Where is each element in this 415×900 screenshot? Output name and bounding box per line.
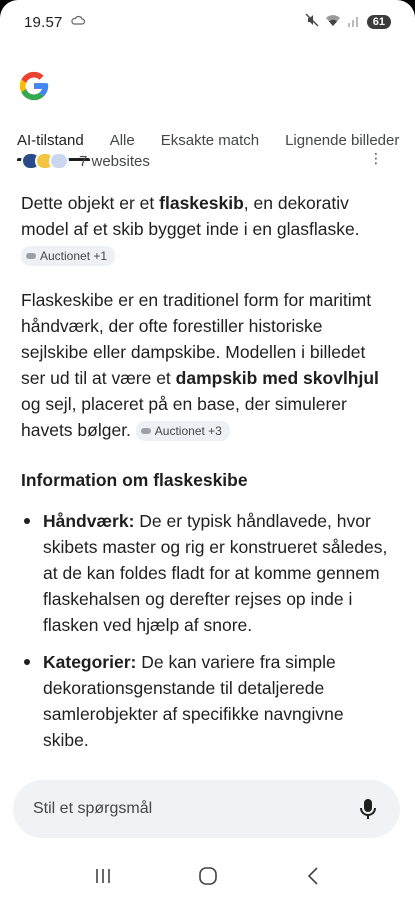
sources-count: 7 websites — [79, 152, 150, 170]
paragraph-bold: flaskeskib — [159, 193, 244, 213]
google-logo-icon[interactable] — [17, 69, 51, 103]
source-chip-label: Auctionet +3 — [154, 424, 222, 439]
tab-similar-images[interactable]: Lignende billeder — [285, 131, 400, 149]
ask-question-bar[interactable] — [13, 780, 400, 838]
list-item — [21, 649, 391, 753]
list-item-text: De kan variere fra simple dekorationsgenstande til detaljerede samlerobjekter af specifikke navngivne skibe. — [43, 652, 344, 750]
sources-row[interactable] — [21, 152, 150, 170]
recents-icon[interactable] — [83, 856, 123, 896]
signal-icon — [347, 14, 361, 31]
status-icons — [305, 13, 391, 31]
ask-question-input[interactable]: Stil et spørgsmål — [33, 800, 153, 817]
bullet-dot — [24, 518, 30, 524]
tab-ai-mode[interactable]: AI-tilstand — [17, 131, 84, 149]
list-item-text: De er typisk håndlavede, hvor skibets master og rig er konstrueret således, at de kan foldes fladt for at komme gennem flaskehalsen og derefter rejses op inde i flasken ved hjælp af snore. — [43, 511, 388, 635]
source-chip[interactable] — [21, 246, 115, 266]
paragraph-text: og sejl, placeret på en base, der simulerer havets bølger. — [21, 394, 347, 440]
mic-icon[interactable] — [356, 797, 380, 821]
paragraph-bold: dampskib med skovlhjul — [175, 368, 379, 388]
ai-answer-content — [0, 150, 415, 770]
status-time: 19.57 — [24, 13, 63, 31]
answer-paragraph-2 — [21, 287, 391, 443]
cloud-sync-icon — [71, 16, 85, 29]
source-chip-label: Auctionet +1 — [40, 249, 108, 264]
mute-icon — [305, 13, 319, 31]
answer-paragraph-1 — [21, 190, 391, 268]
system-nav-bar — [0, 852, 415, 900]
back-icon[interactable] — [293, 856, 333, 896]
list-item-title: Håndværk: — [43, 511, 135, 531]
tab-all[interactable]: Alle — [109, 131, 135, 149]
tab-exact-match[interactable]: Eksakte match — [160, 131, 260, 149]
source-favicons — [21, 152, 69, 170]
more-options-icon[interactable]: ⋮ — [369, 150, 383, 166]
bullet-dot — [24, 659, 30, 665]
source-logo-icon — [26, 253, 36, 259]
home-icon[interactable] — [188, 856, 228, 896]
wifi-icon — [325, 14, 341, 31]
paragraph-text: Dette objekt er et — [21, 193, 160, 213]
list-item-title: Kategorier: — [43, 652, 137, 672]
source-chip[interactable] — [136, 421, 230, 441]
list-item — [21, 508, 391, 638]
paragraph-text: Flaskeskibe er en traditionel form for maritimt håndværk, der ofte forestiller historiske sejlskibe eller dampskibe. Modellen i billedet ser ud til at være et — [21, 290, 372, 388]
paragraph-text: , en dekorativ model af et skib bygget inde i en glasflaske. — [21, 193, 360, 239]
source-favicon — [49, 152, 69, 170]
status-bar — [0, 0, 415, 44]
source-logo-icon — [141, 428, 151, 434]
battery-icon: 61 — [367, 15, 391, 29]
section-heading: Information om flaskeskibe — [21, 470, 248, 490]
